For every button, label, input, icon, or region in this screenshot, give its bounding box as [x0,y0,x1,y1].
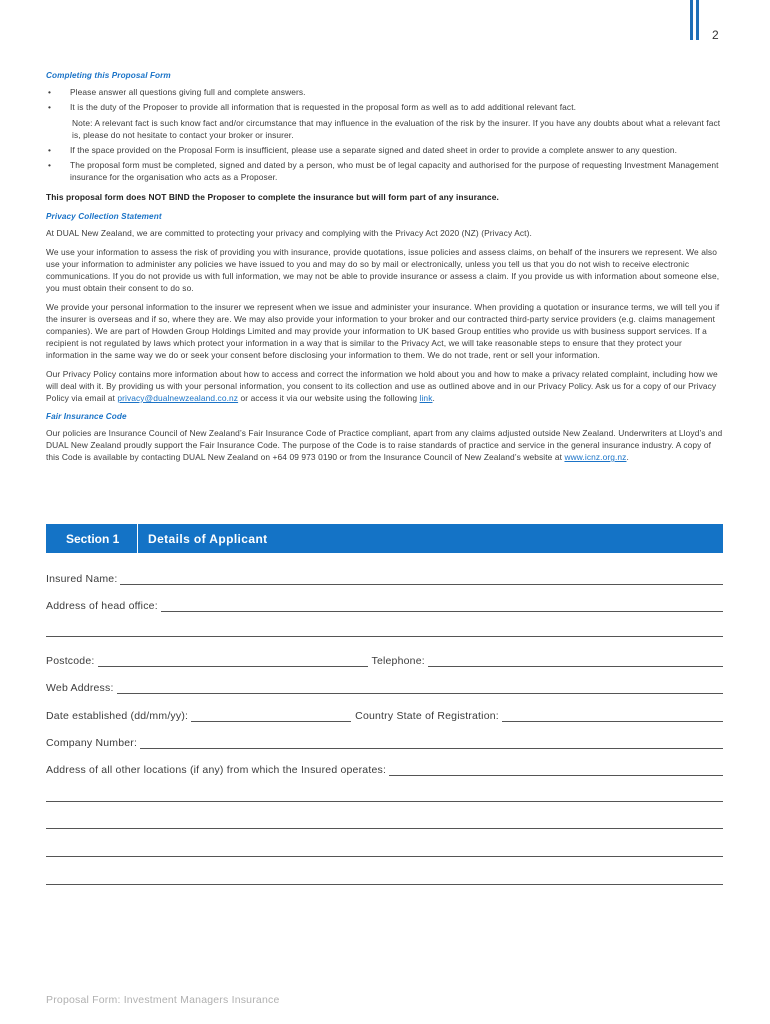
other-locations-line[interactable] [46,828,723,829]
bullet-glyph: • [48,102,52,112]
web-address-label: Web Address: [46,682,114,694]
other-locations-line[interactable] [46,801,723,802]
company-number-field[interactable] [140,738,723,749]
other-locations-line[interactable] [46,856,723,857]
not-bind-statement: This proposal form does NOT BIND the Proposer to complete the insurance but will form part of any insurance. [46,192,499,202]
section-title: Details of Applicant [148,532,268,546]
other-locations-line[interactable] [46,884,723,885]
privacy-paragraph: We provide your personal information to the insurer we represent when we issue and administer your insurance. When providing a quotation or insurance terms, we will tell you if the insurer is overseas and if so, where they are. We may also provide your information to your broker and our contracted third-party service providers (e.g. claims management companies). We are part of Howden Group Holdings Limited and may provide your information to UK based Group entities who provide us with business support services. If a recipient is not regulated by laws which protect your information in a way that is similar to the Privacy Act, we will take reasonable steps to ensure that they protect your information in the same way we do or seek your consent before disclosing your information to them. We do not trade, rent or sell your information. [46,302,720,360]
telephone-field[interactable] [428,656,723,667]
fair-code-text: . [626,452,629,462]
completing-list [46,86,723,183]
bullet-glyph: • [48,145,52,155]
privacy-paragraph: At DUAL New Zealand, we are committed to protecting your privacy and complying with the Privacy Act 2020 (NZ) (Privacy Act). [46,228,532,238]
fair-code-paragraph [46,427,723,463]
completing-heading: Completing this Proposal Form [46,71,171,80]
icnz-link[interactable]: www.icnz.org.nz [564,452,627,462]
country-label: Country State of Registration: [355,710,499,722]
section-header [46,524,723,553]
privacy-policy-link[interactable]: link [419,393,433,403]
other-locations-label: Address of all other locations (if any) from which the Insured operates: [46,764,387,776]
fair-code-heading: Fair Insurance Code [46,412,127,421]
list-item [46,86,723,98]
postcode-field[interactable] [98,656,368,667]
privacy-paragraph: We use your information to assess the risk of providing you with insurance, provide quotations, issue policies and assess claims, on behalf of the insurers we represent. We also use your information to administer any policies we have issued to you and may do so by mail or electronically, unless you tell us that you do not wish to receive electronic communications. If you do not provide us with full information, we may not be able to provide insurance or assess a claim. If you provide us with information about someone else, you must obtain their consent to do so. [46,247,720,293]
section-number: Section 1 [66,532,120,546]
list-item [46,101,723,141]
footer-title: Proposal Form: Investment Managers Insurance [46,994,280,1006]
bullet-text: The proposal form must be completed, signed and dated by a person, who must be of legal capacity and authorised for the purpose of requesting Investment Management insurance for the organisation who acts as a Proposer. [70,160,719,182]
head-office-label: Address of head office: [46,600,158,612]
bullet-glyph: • [48,160,52,170]
section-divider [137,524,138,553]
date-established-field[interactable] [191,711,351,722]
telephone-label: Telephone: [371,655,425,667]
postcode-label: Postcode: [46,655,95,667]
fair-code-text: Our policies are Insurance Council of New Zealand’s Fair Insurance Code of Practice compliant, apart from any claims adjusted outside New Zealand. Underwriters at Lloyd’s and DUAL New Zealand proudly support the Fair Insurance Code. The purpose of the Code is to raise standards of practice and service in the general insurance industry. A copy of this Code is available by contacting DUAL New Zealand on +64 09 973 0190 or from the Insurance Council of New Zealand’s website at [46,428,723,462]
country-field[interactable] [502,711,723,722]
other-locations-field[interactable] [389,765,723,776]
insured-name-row [46,573,723,585]
head-office-field[interactable] [161,601,723,612]
relevant-fact-note: Note: A relevant fact is such know fact and/or circumstance that may influence in the evaluation of the risk by the insurer. If you have any doubts about what a relevant fact is, please do not hesitate to contact your broker or insurer. [72,118,721,140]
privacy-text: or access it via our website using the following [238,393,420,403]
web-address-row [46,682,723,694]
web-address-field[interactable] [117,683,723,694]
privacy-text: . [432,393,435,403]
date-established-label: Date established (dd/mm/yy): [46,710,189,722]
list-item [46,144,723,156]
bullet-text: It is the duty of the Proposer to provide all information that is requested in the proposal form as well as to add additional relevant fact. [70,102,577,112]
insured-name-field[interactable] [120,574,723,585]
page-number: 2 [712,28,719,42]
intro-content [46,70,723,470]
head-office-field-line2[interactable] [46,636,723,637]
privacy-paragraph [46,368,723,404]
other-locations-row [46,764,723,776]
privacy-heading: Privacy Collection Statement [46,212,162,221]
head-office-row [46,600,723,612]
company-number-row [46,737,723,749]
company-number-label: Company Number: [46,737,138,749]
privacy-email-link[interactable]: privacy@dualnewzealand.co.nz [117,393,239,403]
privacy-text: Our Privacy Policy contains more information about how to access and correct the information we hold about you and how to make a privacy related complaint, including how we will deal with it. By providing us with your personal information, you consent to its collection and use as outlined above and in our Privacy Policy. Ask us for a copy of our Privacy Policy via email at [46,369,718,403]
list-item [46,159,723,183]
date-country-row [46,710,723,722]
postcode-telephone-row [46,655,723,667]
insured-name-label: Insured Name: [46,573,118,585]
bullet-text: Please answer all questions giving full and complete answers. [70,87,306,97]
bullet-text: If the space provided on the Proposal Form is insufficient, please use a separate signed and dated sheet in order to provide a complete answer to any question. [70,145,678,155]
bullet-glyph: • [48,87,52,97]
